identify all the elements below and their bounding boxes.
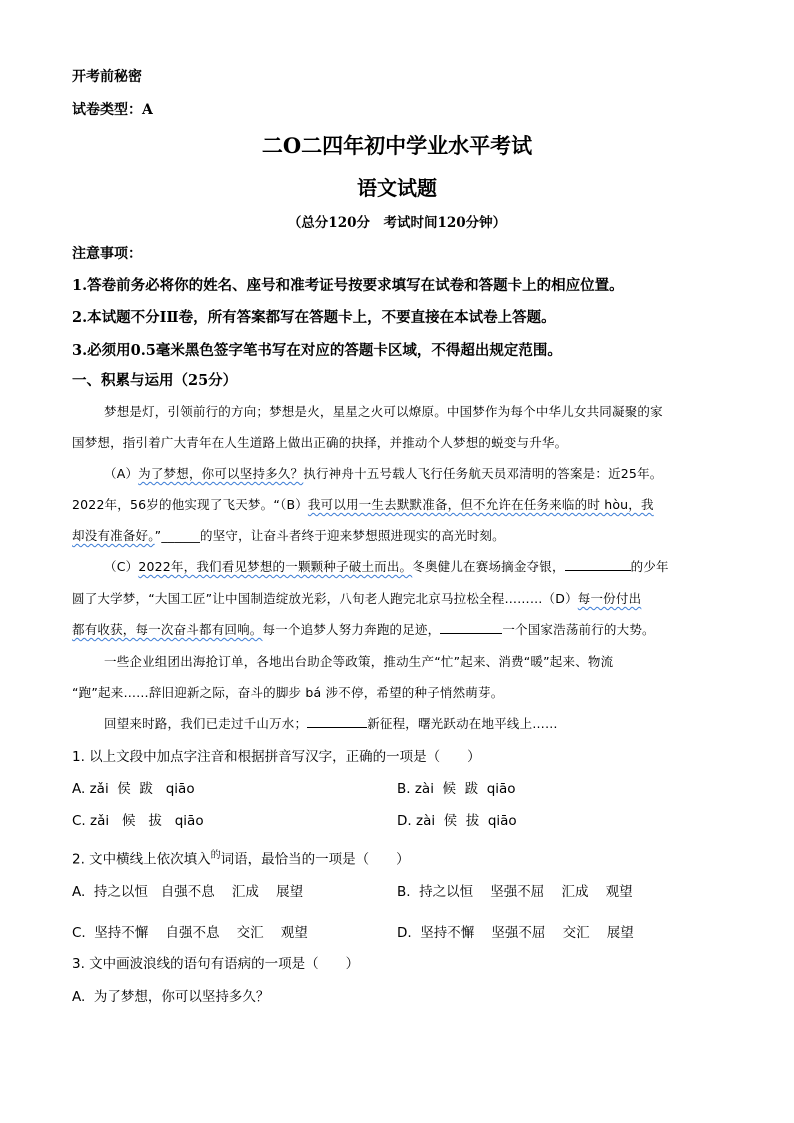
wavy-sentence-a: 为了梦想，你可以坚持多久？ bbox=[138, 466, 304, 481]
q1-option-a: A. zǎi 侯 跋 qiāo bbox=[72, 781, 195, 797]
passage-line bbox=[72, 526, 505, 544]
wavy-sentence-b-cont: 却没有准备好。 bbox=[72, 528, 155, 543]
q2-stem-sup: 的 bbox=[210, 850, 221, 861]
passage-text: 的少年 bbox=[630, 559, 669, 574]
passage-line: 国梦想，指引着广大青年在人生道路上做出正确的抉择，并推动个人梦想的蜕变与升华。 bbox=[72, 435, 568, 450]
q2-option-d: D. 坚持不懈 坚强不屈 交汇 展望 bbox=[397, 925, 634, 941]
passage-text: 2022年，56岁的他实现了飞天梦。“（B） bbox=[72, 497, 308, 512]
passage-text: 执行神舟十五号载人飞行任务航天员邓清明的答案是：近25年。 bbox=[303, 466, 663, 481]
note-item-2: 2.本试题不分ⅠⅡ卷，所有答案都写在答题卡上，不要直接在本试卷上答题。 bbox=[72, 309, 556, 326]
passage-text: 冬奥健儿在赛场摘金夺银， bbox=[412, 559, 565, 574]
question-2-stem bbox=[72, 846, 410, 868]
q3-option-a: A. 为了梦想，你可以坚持多久？ bbox=[72, 989, 270, 1005]
passage-line: 梦想是灯，引领前行的方向；梦想是火，星星之火可以燎原。中国梦作为每个中华儿女共同凝聚的家 bbox=[104, 404, 663, 419]
secret-label: 开考前秘密 bbox=[72, 69, 142, 85]
q1-option-d: D. zài 侯 拔 qiāo bbox=[397, 813, 517, 829]
passage-line: 一些企业组团出海抢订单，各地出台助企等政策，推动生产“忙”起来、消费“暖”起来、物流 bbox=[104, 654, 614, 669]
q2-option-a: A. 持之以恒 自强不息 汇成 展望 bbox=[72, 884, 304, 900]
question-3-stem: 3. 文中画波浪线的语句有语病的一项是（ ） bbox=[72, 956, 360, 972]
marker-c: （C） bbox=[104, 559, 139, 574]
fill-blank bbox=[307, 715, 367, 728]
fill-blank bbox=[440, 621, 502, 634]
passage-line bbox=[72, 495, 654, 513]
wavy-sentence-d: 每一份付出 bbox=[577, 591, 642, 606]
passage-line bbox=[72, 620, 655, 638]
exam-title: 二O二四年初中学业水平考试 bbox=[261, 133, 533, 158]
passage-text: 新征程，曙光跃动在地平线上…… bbox=[367, 716, 558, 731]
notes-heading: 注意事项： bbox=[72, 246, 142, 262]
passage-line bbox=[104, 557, 669, 575]
exam-info: （总分120分 考试时间120分钟） bbox=[287, 215, 507, 231]
passage-line: “跑”起来……辞旧迎新之际，奋斗的脚步 bá 涉不停，希望的种子悄然萌芽。 bbox=[72, 685, 504, 700]
passage-text: 一个国家浩荡前行的大势。 bbox=[502, 622, 655, 637]
subject-title: 语文试题 bbox=[357, 176, 437, 200]
wavy-sentence-d-cont: 都有收获，每一次奋斗都有回响。 bbox=[72, 622, 263, 637]
passage-line bbox=[104, 464, 662, 482]
q2-stem-text: 词语，最恰当的一项是（ ） bbox=[220, 851, 410, 868]
passage-text: 圆了大学梦，“大国工匠”让中国制造绽放光彩，八旬老人跑完北京马拉松全程………（D） bbox=[72, 591, 578, 606]
q2-option-c: C. 坚持不懈 自强不息 交汇 观望 bbox=[72, 925, 308, 941]
paper-type-label: 试卷类型：A bbox=[72, 102, 153, 118]
passage-text: 回望来时路，我们已走过千山万水； bbox=[104, 716, 308, 731]
marker-a: （A） bbox=[104, 466, 139, 481]
passage-line bbox=[104, 714, 558, 732]
q2-stem-text: 2. 文中横线上依次填入 bbox=[72, 851, 211, 868]
q2-option-b: B. 持之以恒 坚强不屈 汇成 观望 bbox=[397, 884, 633, 900]
passage-line bbox=[72, 589, 641, 607]
note-item-3: 3.必须用0.5毫米黑色签字笔书写在对应的答题卡区域，不得超出规定范围。 bbox=[72, 342, 562, 359]
note-item-1: 1.答卷前务必将你的姓名、座号和准考证号按要求填写在试卷和答题卡上的相应位置。 bbox=[72, 277, 624, 294]
q1-option-b: B. zài 候 跋 qiāo bbox=[397, 781, 516, 797]
passage-text: 每一个追梦人努力奔跑的足迹， bbox=[262, 622, 441, 637]
passage-text: ”______的坚守，让奋斗者终于迎来梦想照进现实的高光时刻。 bbox=[154, 528, 505, 543]
wavy-sentence-c: 2022年，我们看见梦想的一颗颗种子破土而出。 bbox=[138, 559, 413, 574]
section-heading: 一、积累与运用（25分） bbox=[72, 372, 238, 389]
question-1-stem: 1. 以上文段中加点字注音和根据拼音写汉字，正确的一项是（ ） bbox=[72, 749, 481, 765]
wavy-sentence-b: 我可以用一生去默默准备，但不允许在任务来临的时 hòu，我 bbox=[307, 497, 654, 512]
fill-blank bbox=[565, 558, 631, 571]
q1-option-c: C. zǎi 候 拔 qiāo bbox=[72, 813, 204, 829]
